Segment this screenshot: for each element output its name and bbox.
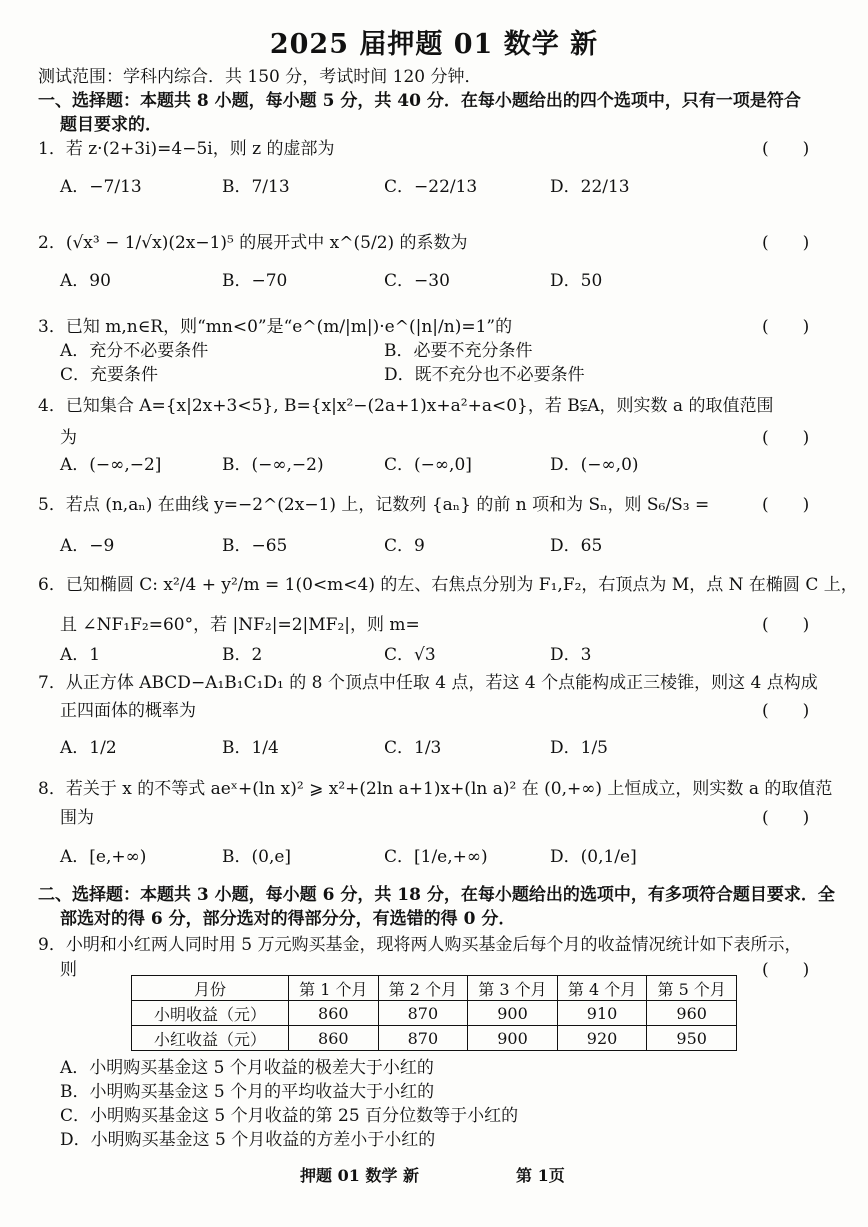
- q5-option-b: B．−65: [222, 536, 288, 556]
- q4-stem-cont: 为: [60, 428, 77, 448]
- q3-stem: 3．已知 m,n∈R，则“mn<0”是“e^(m/|m|)·e^(|n|/n)=1”的: [38, 317, 513, 337]
- q9-stem: 9．小明和小红两人同时用 5 万元购买基金，现将两人购买基金后每个月的收益情况统计如下表所示，: [38, 935, 802, 955]
- q2-option-a: A．90: [60, 271, 111, 291]
- q1-option-c: C．−22/13: [384, 177, 478, 197]
- q1-option-d: D．22/13: [550, 177, 630, 197]
- q3-option-b: B．必要不充分条件: [384, 341, 533, 361]
- q7-option-c: C．1/3: [384, 738, 442, 758]
- q1-stem: 1．若 z·(2+3i)=4−5i，则 z 的虚部为: [38, 139, 335, 159]
- table-row: [132, 1026, 737, 1051]
- income-table: [131, 975, 737, 1051]
- table-cell: 900: [468, 1026, 558, 1051]
- footer-page-number: 第 1页: [516, 1166, 565, 1185]
- section2-intro-2: 部选对的得 6 分，部分选对的得部分分，有选错的得 0 分．: [60, 909, 516, 929]
- q6-option-a: A．1: [60, 645, 101, 665]
- table-header-cell: 第 1 个月: [289, 976, 379, 1001]
- q9-option-d: D．小明购买基金这 5 个月收益的方差小于小红的: [60, 1130, 436, 1150]
- table-cell: 960: [647, 1001, 737, 1026]
- q7-option-d: D．1/5: [550, 738, 608, 758]
- q9-option-a: A．小明购买基金这 5 个月收益的极差大于小红的: [60, 1058, 434, 1078]
- q4-stem: 4．已知集合 A={x|2x+3<5}, B={x|x²−(2a+1)x+a²+a<0}，若 B⫋A，则实数 a 的取值范围: [38, 396, 774, 416]
- table-cell: 870: [378, 1001, 468, 1026]
- table-cell: 小红收益（元）: [132, 1026, 289, 1051]
- q2-option-d: D．50: [550, 271, 603, 291]
- table-row: [132, 1001, 737, 1026]
- table-header-cell: 第 2 个月: [378, 976, 468, 1001]
- q8-stem-cont: 围为: [60, 808, 94, 828]
- q6-option-b: B．2: [222, 645, 263, 665]
- q7-option-a: A．1/2: [60, 738, 117, 758]
- q8-option-d: D．(0,1/e]: [550, 847, 637, 867]
- q5-option-c: C．9: [384, 536, 425, 556]
- section1-intro-1: 一、选择题：本题共 8 小题，每小题 5 分，共 40 分．在每小题给出的四个选项中，只有一项是符合: [38, 91, 801, 111]
- page-title: 2025 届押题 01 数学 新: [269, 29, 599, 60]
- table-header-row: [132, 976, 737, 1001]
- q5-stem: 5．若点 (n,aₙ) 在曲线 y=−2^(2x−1) 上，记数列 {aₙ} 的前 n 项和为 Sₙ，则 S₆/S₃ =: [38, 495, 710, 515]
- q2-answer-blank: ( ): [762, 233, 810, 253]
- q7-stem: 7．从正方体 ABCD−A₁B₁C₁D₁ 的 8 个顶点中任取 4 点，若这 4 个点能构成正三棱锥，则这 4 点构成: [38, 673, 818, 693]
- q9-option-b: B．小明购买基金这 5 个月的平均收益大于小红的: [60, 1082, 435, 1102]
- table-cell: 小明收益（元）: [132, 1001, 289, 1026]
- table-cell: 920: [557, 1026, 647, 1051]
- q4-option-b: B．(−∞,−2): [222, 455, 324, 475]
- q8-option-c: C．[1/e,+∞): [384, 847, 488, 867]
- q5-option-a: A．−9: [60, 536, 115, 556]
- q3-option-d: D．既不充分也不必要条件: [384, 365, 585, 385]
- q2-option-b: B．−70: [222, 271, 288, 291]
- q3-option-a: A．充分不必要条件: [60, 341, 209, 361]
- q6-answer-blank: ( ): [762, 615, 810, 635]
- q2-option-c: C．−30: [384, 271, 450, 291]
- q8-option-a: A．[e,+∞): [60, 847, 147, 867]
- q3-option-c: C．充要条件: [60, 365, 159, 385]
- q5-answer-blank: ( ): [762, 495, 810, 515]
- q9-option-c: C．小明购买基金这 5 个月收益的第 25 百分位数等于小红的: [60, 1106, 519, 1126]
- q6-option-c: C．√3: [384, 645, 436, 665]
- q5-option-d: D．65: [550, 536, 603, 556]
- footer-exam-name: 押题 01 数学 新: [300, 1166, 419, 1185]
- test-scope: 测试范围：学科内综合．共 150 分，考试时间 120 分钟．: [38, 67, 482, 87]
- q1-option-a: A．−7/13: [60, 177, 142, 197]
- q4-answer-blank: ( ): [762, 428, 810, 448]
- section1-intro-2: 题目要求的．: [60, 115, 162, 135]
- q9-answer-blank: ( ): [762, 960, 810, 980]
- q4-option-c: C．(−∞,0]: [384, 455, 472, 475]
- q4-option-d: D．(−∞,0): [550, 455, 639, 475]
- q7-stem-cont: 正四面体的概率为: [60, 701, 196, 721]
- table-header-cell: 第 5 个月: [647, 976, 737, 1001]
- table-cell: 950: [647, 1026, 737, 1051]
- section2-intro-1: 二、选择题：本题共 3 小题，每小题 6 分，共 18 分，在每小题给出的选项中，有多项符合题目要求．全: [38, 885, 835, 905]
- q8-option-b: B．(0,e]: [222, 847, 292, 867]
- table-header-cell: 月份: [132, 976, 289, 1001]
- q6-option-d: D．3: [550, 645, 592, 665]
- q7-option-b: B．1/4: [222, 738, 279, 758]
- table-header-cell: 第 4 个月: [557, 976, 647, 1001]
- q8-stem: 8．若关于 x 的不等式 aeˣ+(ln x)² ⩾ x²+(2ln a+1)x+(ln a)² 在 (0,+∞) 上恒成立，则实数 a 的取值范: [38, 779, 833, 799]
- q7-answer-blank: ( ): [762, 701, 810, 721]
- table-cell: 870: [378, 1026, 468, 1051]
- table-cell: 860: [289, 1001, 379, 1026]
- table-cell: 910: [557, 1001, 647, 1026]
- q6-stem: 6．已知椭圆 C: x²/4 + y²/m = 1(0<m<4) 的左、右焦点分别为 F₁,F₂，右顶点为 M，点 N 在椭圆 C 上，: [38, 575, 858, 595]
- table-cell: 900: [468, 1001, 558, 1026]
- table-cell: 860: [289, 1026, 379, 1051]
- q1-option-b: B．7/13: [222, 177, 290, 197]
- q3-answer-blank: ( ): [762, 317, 810, 337]
- q4-option-a: A．(−∞,−2]: [60, 455, 162, 475]
- q8-answer-blank: ( ): [762, 808, 810, 828]
- q6-stem-cont: 且 ∠NF₁F₂=60°，若 |NF₂|=2|MF₂|，则 m=: [60, 615, 420, 635]
- q9-stem-cont: 则: [60, 960, 77, 980]
- q1-answer-blank: ( ): [762, 139, 810, 159]
- q2-stem: 2．(√x³ − 1/√x)(2x−1)⁵ 的展开式中 x^(5/2) 的系数为: [38, 233, 468, 253]
- table-header-cell: 第 3 个月: [468, 976, 558, 1001]
